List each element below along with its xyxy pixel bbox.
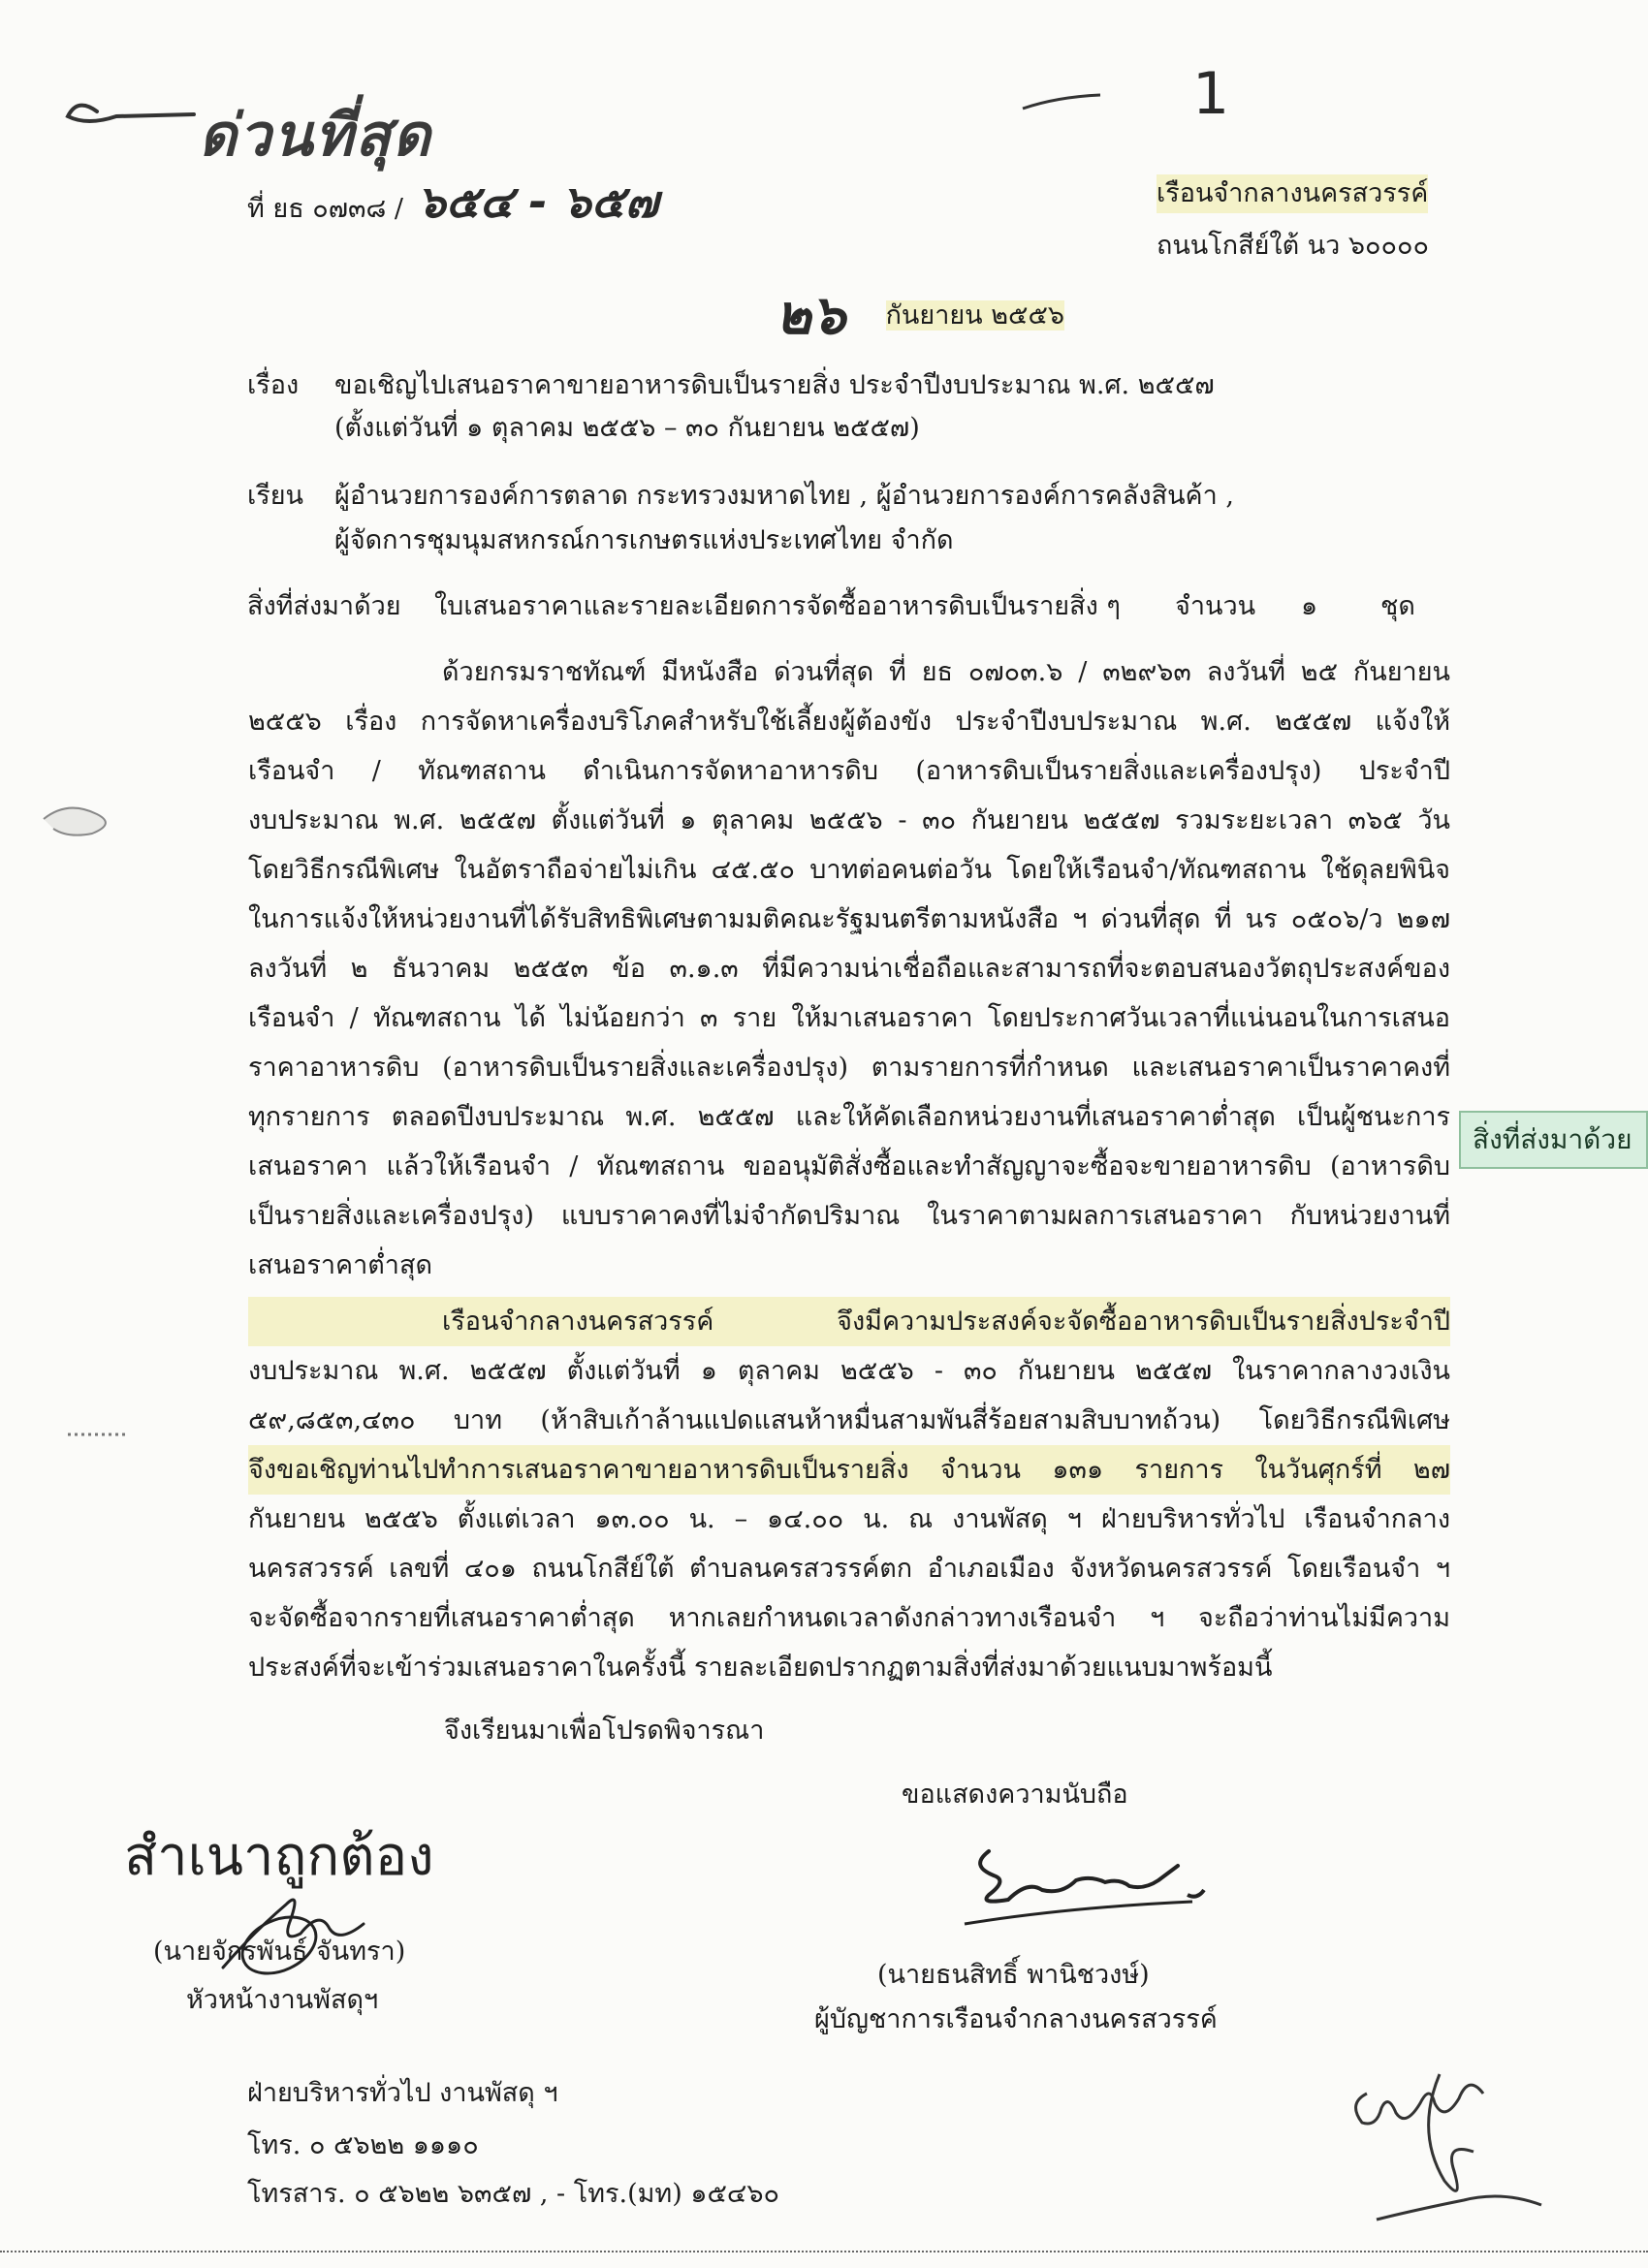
paragraph-line: เรือนจำกลางนครสวรรค์ จึงมีความประสงค์จะจัดซื้ออาหารดิบเป็นรายสิ่งประจำปี <box>248 1297 1450 1346</box>
paragraph-line: เป็นรายสิ่งและเครื่องปรุง) แบบราคาคงที่ไม่จำกัดปริมาณ ในราคาตามผลการเสนอราคา กับหน่วยงานที่ <box>248 1201 1450 1231</box>
paragraph-line: งบประมาณ พ.ศ. ๒๕๕๗ ตั้งแต่วันที่ ๑ ตุลาคม ๒๕๕๖ - ๓๐ กันยายน ๒๕๕๗ รวมระยะเวลา ๓๖๕ วัน <box>248 805 1450 835</box>
attachment-tab[interactable]: สิ่งที่ส่งมาด้วย <box>1459 1111 1648 1169</box>
paragraph-line: ในการแจ้งให้หน่วยงานที่ได้รับสิทธิพิเศษตามมติคณะรัฐมนตรีตามหนังสือ ฯ ด่วนที่สุด ที่ นร ๐๕๐๖/ว ๒๑๗ <box>248 904 1450 934</box>
signer-title: ผู้บัญชาการเรือนจำกลางนครสวรรค์ <box>814 2004 1218 2034</box>
recipient-line-2: ผู้จัดการชุมนุมสหกรณ์การเกษตรแห่งประเทศไทย จำกัด <box>334 525 954 555</box>
date-day-handwritten: ๒๖ <box>776 284 846 347</box>
certifier-name: (นายจักรพันธ์ จันทรา) <box>153 1937 406 1967</box>
binder-hole-mark <box>58 1415 136 1454</box>
document-date <box>776 271 1064 358</box>
paragraph-line: เสนอราคาต่ำสุด <box>248 1250 432 1280</box>
handwritten-dash <box>1018 87 1105 116</box>
page-bottom-edge <box>0 2251 1648 2268</box>
paragraph-line: ลงวันที่ ๒ ธันวาคม ๒๕๕๓ ข้อ ๓.๑.๓ ที่มีความน่าเชื่อถือและสามารถที่จะตอบสนองวัตถุประสงค์ของ <box>248 954 1450 984</box>
body-paragraph-2 <box>248 1297 1450 1692</box>
closing-line: จึงเรียนมาเพื่อโปรดพิจารณา <box>444 1716 765 1746</box>
recipient-label: เรียน <box>247 481 304 511</box>
regards-line: ขอแสดงความนับถือ <box>902 1780 1128 1810</box>
date-month-year: กันยายน ๒๕๕๖ <box>885 300 1065 331</box>
organization-address: ถนนโกสีย์ใต้ นว ๖๐๐๐๐ <box>1157 231 1429 261</box>
subject-line-2: (ตั้งแต่วันที่ ๑ ตุลาคม ๒๕๕๖ – ๓๐ กันยายน ๒๕๕๗) <box>334 413 920 443</box>
subject-label: เรื่อง <box>247 370 300 400</box>
paragraph-line: เสนอราคา แล้วให้เรือนจำ / ทัณฑสถาน ขออนุมัติสั่งซื้อและทำสัญญาจะซื้อจะขายอาหารดิบ (อาหารดิบ <box>248 1151 1450 1181</box>
organization-name: เรือนจำกลางนครสวรรค์ <box>1157 174 1428 213</box>
paragraph-line: งบประมาณ พ.ศ. ๒๕๕๗ ตั้งแต่วันที่ ๑ ตุลาคม ๒๕๕๖ - ๓๐ กันยายน ๒๕๕๗ ในราคากลางวงเงิน <box>248 1356 1450 1386</box>
subject-line-1: ขอเชิญไปเสนอราคาขายอาหารดิบเป็นรายสิ่ง ประจำปีงบประมาณ พ.ศ. ๒๕๕๗ <box>334 370 1215 400</box>
enclosure-text: ใบเสนอราคาและรายละเอียดการจัดซื้ออาหารดิบเป็นรายสิ่ง ๆ <box>434 591 1121 621</box>
handwritten-arrow-icon <box>58 78 204 145</box>
signature-image <box>950 1822 1241 1929</box>
paragraph-line: ๒๕๕๖ เรื่อง การจัดหาเครื่องบริโภคสำหรับใช้เลี้ยงผู้ต้องขัง ประจำปีงบประมาณ พ.ศ. ๒๕๕๗ แจ้งให้ <box>248 707 1450 737</box>
enclosure-quantity: ๑ <box>1301 591 1318 621</box>
signer-name: (นายธนสิทธิ์ พานิชวงษ์) <box>877 1960 1150 1990</box>
contact-department: ฝ่ายบริหารทั่วไป งานพัสดุ ฯ <box>247 2078 558 2108</box>
paragraph-line: ด้วยกรมราชทัณฑ์ มีหนังสือ ด่วนที่สุด ที่ ยธ ๐๗๐๓.๖ / ๓๒๙๖๓ ลงวันที่ ๒๕ กันยายน <box>442 657 1450 687</box>
certifier-title: หัวหน้างานพัสดุฯ <box>186 1985 379 2015</box>
paragraph-line: เรือนจำ / ทัณฑสถาน ดำเนินการจัดหาอาหารดิบ (อาหารดิบเป็นรายสิ่งและเครื่องปรุง) ประจำปี <box>248 756 1450 786</box>
document-number-prefix: ที่ ยธ ๐๗๓๘ / <box>247 194 404 224</box>
enclosure-quantity-label: จำนวน <box>1175 591 1256 621</box>
paragraph-line: นครสวรรค์ เลขที่ ๔๐๑ ถนนโกสีย์ใต้ ตำบลนครสวรรค์ตก อำเภอเมือง จังหวัดนครสวรรค์ โดยเรือนจำ ฯ <box>248 1554 1450 1584</box>
paragraph-line: โดยวิธีกรณีพิเศษ ในอัตราถือจ่ายไม่เกิน ๔๕.๕๐ บาทต่อคนต่อวัน โดยให้เรือนจำ/ทัณฑสถาน ใช้ดุลยพินิจ <box>248 855 1450 885</box>
paragraph-line: ประสงค์ที่จะเข้าร่วมเสนอราคาในครั้งนี้ รายละเอียดปรากฏตามสิ่งที่ส่งมาด้วยแนบมาพร้อมนี้ <box>248 1653 1273 1683</box>
urgent-label: ด่วนที่สุด <box>199 102 432 170</box>
contact-phone: โทร. ๐ ๕๖๒๒ ๑๑๑๐ <box>247 2130 479 2160</box>
binder-hole-mark <box>39 795 126 843</box>
handwritten-initials-image <box>1338 2035 1590 2229</box>
recipient-line-1: ผู้อำนวยการองค์การตลาด กระทรวงมหาดไทย , ผู้อำนวยการองค์การคลังสินค้า , <box>334 481 1234 511</box>
page-number: 1 <box>1192 60 1230 128</box>
enclosure-unit: ชุด <box>1380 591 1415 621</box>
document-number-handwritten: ๖๕๔ - ๖๕๗ <box>417 175 659 228</box>
paragraph-line: ทุกรายการ ตลอดปีงบประมาณ พ.ศ. ๒๕๕๗ และให้คัดเลือกหน่วยงานที่เสนอราคาต่ำสุด เป็นผู้ชนะการ <box>248 1102 1450 1132</box>
paragraph-line: จะจัดซื้อจากรายที่เสนอราคาต่ำสุด หากเลยกำหนดเวลาดังกล่าวทางเรือนจำ ฯ จะถือว่าท่านไม่มีความ <box>248 1603 1450 1633</box>
contact-fax: โทรสาร. ๐ ๕๖๒๒ ๖๓๕๗ , - โทร.(มท) ๑๕๔๖๐ <box>247 2179 779 2209</box>
paragraph-line: ราคาอาหารดิบ (อาหารดิบเป็นรายสิ่งและเครื่องปรุง) ตามรายการที่กำหนด และเสนอราคาเป็นราคาคงที่ <box>248 1053 1450 1083</box>
enclosure-label: สิ่งที่ส่งมาด้วย <box>247 591 401 621</box>
certified-copy-stamp: สำเนาถูกต้อง <box>124 1825 434 1886</box>
paragraph-line: จึงขอเชิญท่านไปทำการเสนอราคาขายอาหารดิบเป็นรายสิ่ง จำนวน ๑๓๑ รายการ ในวันศุกร์ที่ ๒๗ <box>248 1445 1450 1495</box>
body-paragraph-1 <box>248 647 1450 1290</box>
document-number <box>247 175 659 229</box>
paragraph-line: กันยายน ๒๕๕๖ ตั้งแต่เวลา ๑๓.๐๐ น. – ๑๔.๐๐ น. ณ งานพัสดุ ฯ ฝ่ายบริหารทั่วไป เรือนจำกลาง <box>248 1504 1450 1534</box>
paragraph-line: เรือนจำ / ทัณฑสถาน ได้ ไม่น้อยกว่า ๓ ราย ให้มาเสนอราคา โดยประกาศวันเวลาที่แน่นอนในการเสนอ <box>248 1003 1450 1033</box>
paragraph-line: ๕๙,๘๕๓,๔๓๐ บาท (ห้าสิบเก้าล้านแปดแสนห้าหมื่นสามพันสี่ร้อยสามสิบบาทถ้วน) โดยวิธีกรณีพิเศษ <box>248 1405 1450 1435</box>
